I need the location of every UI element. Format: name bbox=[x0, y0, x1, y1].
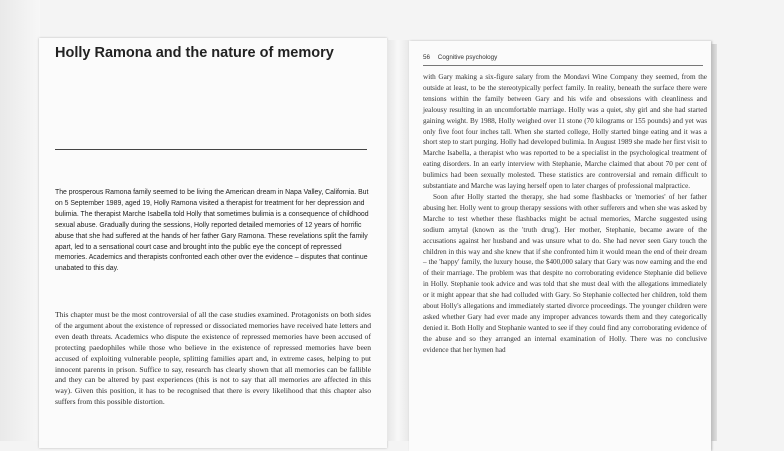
title-divider bbox=[55, 149, 367, 150]
page-number: 56 bbox=[423, 54, 431, 61]
right-body-text bbox=[423, 72, 707, 356]
chapter-abstract: The prosperous Ramona family seemed to be living the American dream in Napa Valley, California. But on 5 September 1989, aged 19, Holly Ramona visited a therapist for treatment for her depression and bulimia. The therapist Marche Isabella told Holly that sometimes bulimia is a consequence of childhood sexual abuse. Gradually during the sessions, Holly reported detailed memories of 12 years of horrific abuse that she had suffered at the hands of her father Gary Ramona. These revelations split the family apart, led to a sensational court case and brought into the public eye the concept of repressed memories. Academics and therapists confronted each other over the evidence – disputes that continue unabated to this day. bbox=[55, 189, 369, 273]
right-page bbox=[409, 41, 711, 451]
right-paragraph-1: with Gary making a six-figure salary from the Mondavi Wine Company they seemed, from the outside at least, to be the stereotypically perfect family. In reality, beneath the surface there were tensions within the family between Gary and his wife and obsessions with cleanliness and jealousy resulting in an uncomfortable marriage. Holly was a quiet, shy girl and she had started gaining weight. By 1988, Holly weighed over 11 stone (70 kilograms or 155 pounds) and yet was only five foot four inches tall. When she started college, Holly started binge eating and it was a short step to start purging. Holly had developed bulimia. In August 1989 she made her first visit to Marche Isabella, a therapist who was reported to be a specialist in the psychological treatment of eating disorders. In an early interview with Stephanie, Marche claimed that about 70 per cent of bulimics had been sexually molested. These statistics are controversial and remain difficult to substantiate and Marche was laying herself open to later charges of professional malpractice. bbox=[423, 73, 707, 191]
left-page bbox=[39, 38, 387, 448]
left-paragraph: This chapter must be the most controversial of all the case studies examined. Protagonists on both sides of the argument about the existence of repressed or dissociated memories have received hate letters and even death threats. Academics who dispute the existence of repressed memories have been accused of protecting paedophiles while those who believe in the existence of repressed memories have been accused of exploiting vulnerable people, splitting families apart and, in extreme cases, helping to put innocent parents in prison. Suffice to say, research has clearly shown that all memories can be fallible and they can be altered by past experiences (this is not to say that all memories are affected in this way). Given this position, it has to be recognised that there is every likelihood that this chapter also suffers from this possible distortion. bbox=[55, 310, 371, 407]
book-spine bbox=[387, 40, 409, 441]
background-left-shadow bbox=[0, 0, 40, 441]
chapter-title: Holly Ramona and the nature of memory bbox=[55, 45, 334, 61]
page-edge bbox=[711, 44, 717, 441]
running-head bbox=[423, 54, 703, 66]
left-body-text bbox=[55, 310, 371, 408]
running-head-title: Cognitive psychology bbox=[437, 54, 498, 61]
right-paragraph-2: Soon after Holly started the therapy, she had some flashbacks or 'memories' of her father abusing her. Holly went to group therapy sessions with other sufferers and when she was asked by Marche to test whether these flashbacks might be actual memories, Marche suggested using sodium amytal (known as the 'truth drug'). Her mother, Stephanie, became aware of the accusations against her husband and was unsure what to do. She had never seen Gary touch the children in this way and she knew that if she confronted him it would mean the end of their dream – the 'happy' family, the luxury house, the $400,000 salary that Gary was now earning and the end of their marriage. The problem was that despite no corroborating evidence Stephanie did believe in Holly. Stephanie took advice and was told that she must deal with the allegations immediately or it might appear that she had colluded with Gary. So Stephanie collected her children, told them about Holly's allegations and immediately started divorce proceedings. The younger children were asked whether Gary had ever made any improper advances towards them and they categorically denied it. Both Holly and Stephanie wanted to see if they could find any corroborating evidence of the abuse and so they arranged an internal examination of Holly. There was no conclusive evidence that her hymen had bbox=[423, 192, 707, 354]
